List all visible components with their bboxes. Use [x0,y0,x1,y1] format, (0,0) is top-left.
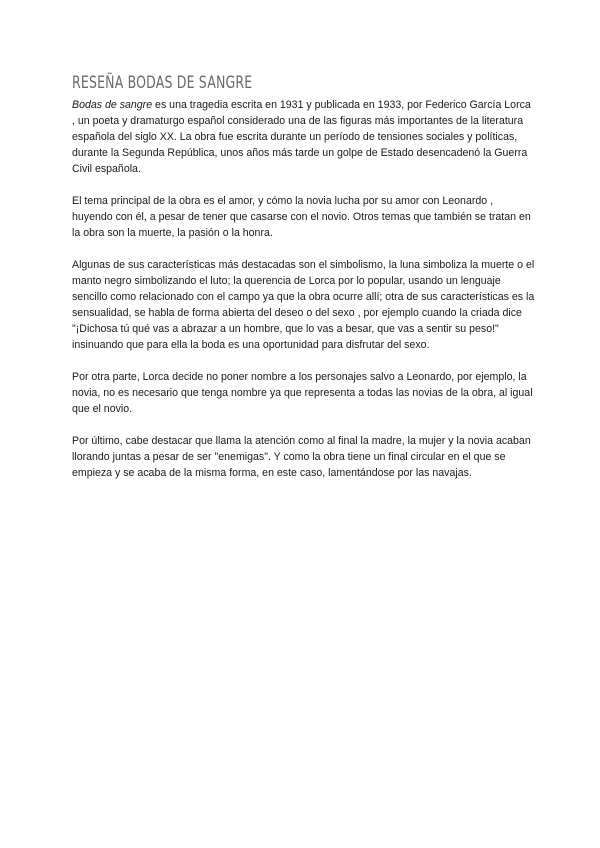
document-body [72,72,536,497]
work-title-italic: Bodas de sangre [72,99,153,111]
paragraph-characters: Por otra parte, Lorca decide no poner nombre a los personajes salvo a Leonardo, por ejemplo, la novia, no es necesario que tenga nombre ya que representa a todas las novias de la obra, al igual que el novio. [72,371,533,415]
paragraph-theme: El tema principal de la obra es el amor, y cómo la novia lucha por su amor con Leonardo , huyendo con él, a pesar de tener que casarse con el novio. Otros temas que también se tratan en la obra son la muerte, la pasión o la honra. [72,195,531,239]
paragraph-conclusion: Por último, cabe destacar que llama la atención como al final la madre, la mujer y la novia acaban llorando juntas a pesar de ser "enemigas". Y como la obra tiene un final circular en el que se empieza y se acaba de la misma forma, en este caso, lamentándose por las navajas. [72,435,531,479]
paragraph-characteristics: Algunas de sus características más destacadas son el simbolismo, la luna simboliza la muerte o el manto negro simbolizando el luto; la querencia de Lorca por lo popular, usando un lenguaje sencillo como relacionado con el campo ya que la obra ocurre allí; otra de sus características es la sensualidad, se habla de forma abierta del deseo o del sexo , por ejemplo cuando la criada dice "¡Dichosa tú qué vas a abrazar a un hombre, que lo vas a besar, que vas a sentir su peso!" insinuando que para ella la boda es una oportunidad para disfrutar del sexo. [72,259,535,351]
paragraph-intro-text: es una tragedia escrita en 1931 y publicada en 1933, por Federico García Lorca , un poeta y dramaturgo español considerado una de las figuras más importantes de la literatura española del siglo XX. La obra fue escrita durante un período de tensiones sociales y políticas, durante la Segunda República, unos años más tarde un golpe de Estado desencadenó la Guerra Civil española. [72,99,531,175]
document-title: RESEÑA BODAS DE SANGRE [72,73,253,93]
paragraph-intro [72,97,536,177]
